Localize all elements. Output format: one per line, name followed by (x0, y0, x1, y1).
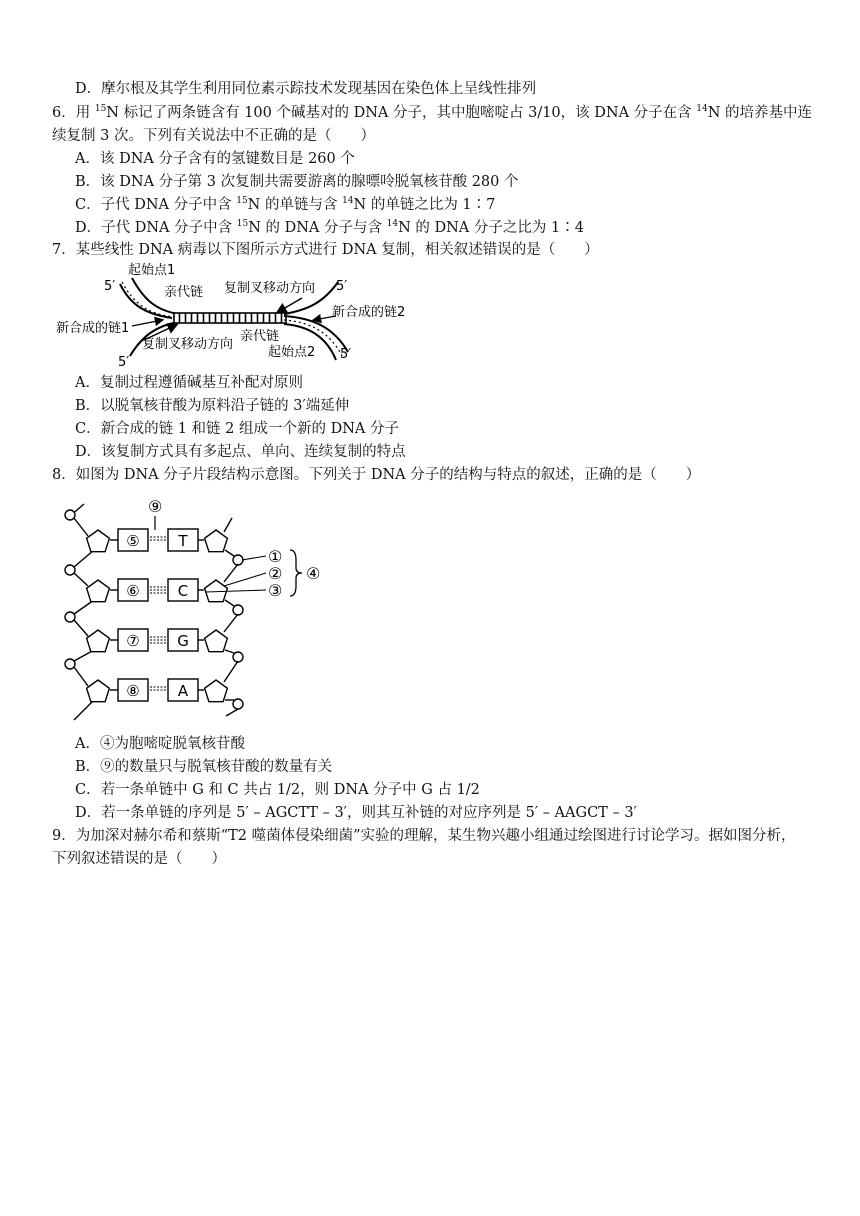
base-label-right: T (178, 532, 188, 550)
phosphate-right (233, 605, 243, 615)
q6-option-a: A．该 DNA 分子含有的氢键数目是 260 个 (75, 151, 355, 167)
backbone-line (226, 709, 238, 716)
phosphate-right (233, 652, 243, 662)
q8-option-a: A．④为胞嘧啶脱氧核苷酸 (75, 736, 245, 752)
label-origin-2: 起始点2 (268, 345, 316, 360)
backbone-line (74, 667, 88, 686)
label-5prime-right-bottom: 5′ (340, 347, 352, 362)
chain1-arrow (132, 320, 162, 326)
label-fork-direction-1: 复制叉移动方向 (224, 281, 316, 296)
q7-option-c: C．新合成的链 1 和链 2 组成一个新的 DNA 分子 (75, 421, 399, 437)
label-5prime-left-bottom: 5′ (118, 355, 130, 370)
brace (290, 550, 302, 596)
label-parent-chain-1: 亲代链 (164, 285, 204, 300)
backbone-line (74, 518, 88, 536)
deoxyribose-right (205, 580, 228, 602)
label-5prime-left-top: 5′ (104, 279, 116, 294)
q6-option-b: B．该 DNA 分子第 3 次复制共需要游离的腺嘌呤脱氧核苷酸 280 个 (75, 174, 519, 190)
base-label-left: ⑤ (126, 532, 140, 550)
q9-stem-line2: 下列叙述错误的是（ ） (52, 851, 226, 867)
q7-option-a: A．复制过程遵循碱基互补配对原则 (75, 375, 303, 391)
dna-structure-figure (56, 494, 336, 722)
base-label-right: A (177, 682, 189, 700)
deoxyribose-left (87, 530, 110, 552)
pointer-line (242, 556, 266, 560)
deoxyribose-left (87, 680, 110, 702)
q8-option-d: D．若一条单链的序列是 5′ – AGCTT – 3′，则其互补链的对应序列是 5′ – AAGCT – 3′ (75, 805, 637, 821)
q6-option-c: C．子代 DNA 分子中含 $^{15}$N 的单链与含 $^{14}$N 的单链之比为 1∶7 (75, 196, 496, 213)
q7-stem: 7．某些线性 DNA 病毒以下图所示方式进行 DNA 复制，相关叙述错误的是（ ） (52, 242, 599, 258)
base-label-right: G (177, 632, 189, 650)
q8-option-b: B．⑨的数量只与脱氧核苷酸的数量有关 (75, 759, 333, 775)
q6-stem-line2: 续复制 3 次。下列有关说法中不正确的是（ ） (52, 128, 375, 144)
phosphate-right (233, 555, 243, 565)
dna-ladder (174, 313, 286, 323)
brace-label: ④ (306, 564, 321, 583)
phosphate-left (65, 510, 75, 520)
phosphate-right (233, 699, 243, 709)
backbone-line (224, 661, 238, 682)
backbone-line (74, 620, 88, 636)
q9-stem-line1: 9．为加深对赫尔希和蔡斯“T2 噬菌体侵染细菌”实验的理解，某生物兴趣小组通过绘图进行讨论学习。据如图分析， (52, 828, 796, 844)
deoxyribose-right (205, 630, 228, 652)
base-label-right: C (177, 582, 189, 600)
backbone-line (224, 564, 238, 582)
q7-option-d: D．该复制方式具有多起点、单向、连续复制的特点 (75, 444, 406, 460)
q8-stem: 8．如图为 DNA 分子片段结构示意图。下列关于 DNA 分子的结构与特点的叙述，正确的是（ ） (52, 467, 701, 483)
deoxyribose-right (205, 680, 228, 702)
deoxyribose-right (205, 530, 228, 552)
label-fork-direction-2: 复制叉移动方向 (142, 337, 234, 352)
q8-option-c: C．若一条单链中 G 和 C 共占 1/2，则 DNA 分子中 G 占 1/2 (75, 782, 480, 798)
label-origin-1: 起始点1 (128, 263, 176, 278)
side-label-1: ① (268, 547, 283, 566)
label-9: ⑨ (148, 497, 163, 516)
base-label-left: ⑧ (126, 682, 140, 700)
q7-option-b: B．以脱氧核苷酸为原料沿子链的 3′端延伸 (75, 398, 350, 414)
side-label-2: ② (268, 564, 283, 583)
q6-option-d: D．子代 DNA 分子中含 $^{15}$N 的 DNA 分子与含 $^{14}$N 的 DNA 分子之比为 1∶4 (75, 219, 584, 236)
base-label-left: ⑦ (126, 632, 140, 650)
deoxyribose-left (87, 580, 110, 602)
backbone-line (225, 600, 234, 606)
dna-replication-figure (52, 262, 422, 370)
backbone-line (74, 550, 94, 567)
label-new-chain-1: 新合成的链1 (56, 321, 130, 336)
phosphate-left (65, 612, 75, 622)
backbone-line (224, 518, 232, 532)
deoxyribose-left (87, 630, 110, 652)
label-parent-chain-2: 亲代链 (240, 329, 280, 344)
backbone-line (225, 650, 234, 653)
base-label-left: ⑥ (126, 582, 140, 600)
q5-option-d: D．摩尔根及其学生利用同位素示踪技术发现基因在染色体上呈线性排列 (75, 81, 537, 97)
backbone-line (225, 550, 234, 556)
backbone-line (74, 573, 88, 586)
q6-stem-line1: 6．用 $^{15}$N 标记了两条链含有 100 个碱基对的 DNA 分子，其中胞嘧啶占 3/10，该 DNA 分子在含 $^{14}$N 的培养基中连 (52, 104, 813, 121)
backbone-line (224, 614, 238, 632)
side-label-3: ③ (268, 581, 283, 600)
label-new-chain-2: 新合成的链2 (332, 305, 406, 320)
label-5prime-right-top: 5′ (336, 279, 348, 294)
backbone-line (74, 700, 94, 720)
phosphate-left (65, 565, 75, 575)
